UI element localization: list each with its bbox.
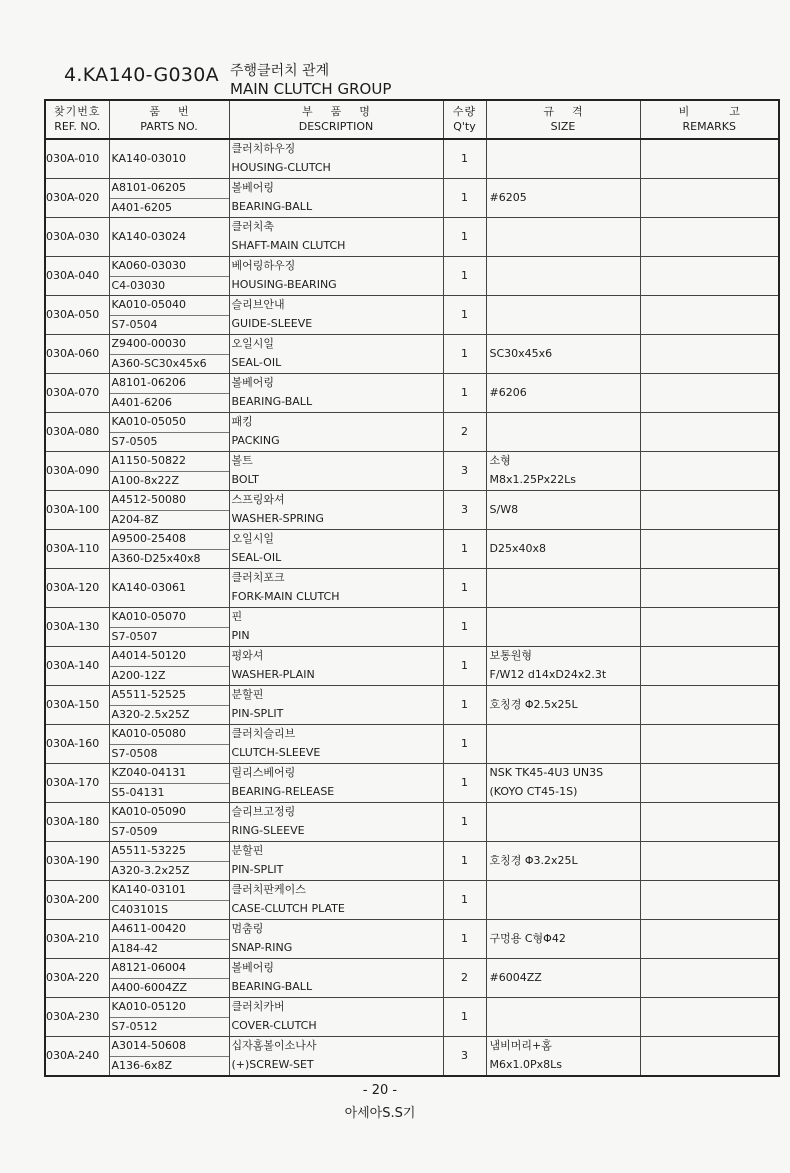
- qty-cell: 1: [443, 530, 486, 569]
- col-description: 부품명 DESCRIPTION: [229, 100, 443, 139]
- parts-no-cell: [109, 959, 229, 998]
- ref-no-cell: 030A-180: [45, 803, 109, 842]
- parts-no-secondary: A136-6x8Z: [111, 1058, 173, 1072]
- description-korean: 클러치판케이스: [231, 883, 306, 897]
- col-remarks: 비고 REMARKS: [640, 100, 779, 139]
- remarks-cell: [640, 218, 779, 257]
- parts-no-cell: [109, 218, 229, 257]
- qty-cell: 1: [443, 803, 486, 842]
- remarks-cell: [640, 530, 779, 569]
- parts-no-secondary: S7-0508: [111, 746, 158, 760]
- table-row: [45, 803, 779, 842]
- ref-no-cell: 030A-030: [45, 218, 109, 257]
- description-cell: [229, 647, 443, 686]
- company-name: 아세아S.S기: [344, 1106, 416, 1121]
- ref-no-cell: 030A-110: [45, 530, 109, 569]
- size-cell: [486, 296, 640, 335]
- qty-cell: 1: [443, 218, 486, 257]
- description-cell: [229, 530, 443, 569]
- size-line-1: #6004ZZ: [489, 970, 542, 984]
- parts-no-cell: [109, 139, 229, 179]
- remarks-cell: [640, 920, 779, 959]
- parts-no-secondary: S7-0505: [111, 434, 158, 448]
- description-korean: 클러치하우징: [231, 142, 296, 156]
- remarks-cell: [640, 413, 779, 452]
- size-cell: [486, 803, 640, 842]
- size-line-1: S/W8: [489, 502, 519, 516]
- remarks-cell: [640, 686, 779, 725]
- col-ref: 찾기번호 REF. NO.: [45, 100, 109, 139]
- description-korean: 볼베어링: [231, 181, 275, 195]
- description-korean: 스프링와셔: [231, 493, 285, 507]
- size-cell: [486, 335, 640, 374]
- size-line-1: 호칭경 Φ3.2x25L: [489, 853, 578, 867]
- description-english: WASHER-SPRING: [231, 512, 324, 526]
- ref-no-cell: 030A-080: [45, 413, 109, 452]
- remarks-cell: [640, 139, 779, 179]
- qty-cell: 3: [443, 452, 486, 491]
- ref-no-cell: 030A-090: [45, 452, 109, 491]
- description-korean: 슬리브안내: [231, 298, 285, 312]
- parts-no-secondary: A200-12Z: [111, 668, 166, 682]
- parts-no-cell: [109, 530, 229, 569]
- description-english: HOUSING-BEARING: [231, 278, 337, 292]
- group-title-korean: 주행클러치 관계: [230, 63, 330, 79]
- description-cell: [229, 959, 443, 998]
- remarks-cell: [640, 881, 779, 920]
- qty-cell: 1: [443, 647, 486, 686]
- parts-no-secondary: S7-0509: [111, 824, 158, 838]
- parts-no-secondary: A204-8Z: [111, 512, 159, 526]
- parts-no-primary: KA060-03030: [110, 257, 229, 277]
- parts-no-cell: [109, 413, 229, 452]
- ref-no-cell: 030A-220: [45, 959, 109, 998]
- table-row: [45, 179, 779, 218]
- ref-no-cell: 030A-170: [45, 764, 109, 803]
- size-line-1: 구멍용 C형Φ42: [489, 931, 566, 945]
- description-cell: [229, 686, 443, 725]
- qty-cell: 1: [443, 725, 486, 764]
- size-cell: [486, 881, 640, 920]
- size-cell: [486, 998, 640, 1037]
- description-english: PIN: [231, 629, 250, 643]
- table-row: [45, 920, 779, 959]
- parts-no-primary: A4014-50120: [110, 647, 229, 667]
- page-number: - 20 -: [362, 1083, 398, 1098]
- parts-no-cell: [109, 491, 229, 530]
- ref-no-cell: 030A-210: [45, 920, 109, 959]
- description-cell: [229, 764, 443, 803]
- qty-cell: 1: [443, 686, 486, 725]
- description-korean: 볼베어링: [231, 961, 275, 975]
- parts-no-secondary: C4-03030: [111, 278, 166, 292]
- parts-table: [44, 99, 780, 1077]
- size-cell: [486, 218, 640, 257]
- parts-no-primary: A4512-50080: [110, 491, 229, 511]
- parts-no-primary: A8121-06004: [110, 959, 229, 979]
- parts-no-primary: A8101-06205: [110, 179, 229, 199]
- ref-no-cell: 030A-050: [45, 296, 109, 335]
- remarks-cell: [640, 725, 779, 764]
- parts-no-primary: A9500-25408: [110, 530, 229, 550]
- description-cell: [229, 179, 443, 218]
- table-row: [45, 608, 779, 647]
- parts-no-cell: [109, 920, 229, 959]
- table-row: [45, 413, 779, 452]
- qty-cell: 1: [443, 374, 486, 413]
- size-cell: [486, 764, 640, 803]
- qty-cell: 1: [443, 139, 486, 179]
- description-korean: 오일시일: [231, 532, 275, 546]
- size-line-2: M8x1.25Px22Ls: [489, 473, 576, 487]
- size-cell: [486, 959, 640, 998]
- description-english: CASE-CLUTCH PLATE: [231, 902, 345, 916]
- parts-no-primary: KA010-05080: [110, 725, 229, 745]
- parts-no-cell: [109, 608, 229, 647]
- qty-cell: 3: [443, 491, 486, 530]
- parts-no-primary: KA140-03061: [111, 580, 187, 594]
- description-cell: [229, 803, 443, 842]
- description-english: BEARING-BALL: [231, 980, 313, 994]
- description-english: GUIDE-SLEEVE: [231, 317, 313, 331]
- table-row: [45, 725, 779, 764]
- remarks-cell: [640, 569, 779, 608]
- table-row: [45, 1037, 779, 1077]
- table-row: [45, 764, 779, 803]
- remarks-cell: [640, 179, 779, 218]
- size-line-1: 호칭경 Φ2.5x25L: [489, 697, 578, 711]
- description-cell: [229, 413, 443, 452]
- ref-no-cell: 030A-020: [45, 179, 109, 218]
- table-row: [45, 296, 779, 335]
- description-korean: 평와셔: [231, 649, 264, 663]
- description-cell: [229, 139, 443, 179]
- parts-no-cell: [109, 686, 229, 725]
- parts-no-cell: [109, 725, 229, 764]
- parts-no-cell: [109, 179, 229, 218]
- ref-no-cell: 030A-200: [45, 881, 109, 920]
- size-cell: [486, 491, 640, 530]
- description-korean: 릴리스베어링: [231, 766, 296, 780]
- size-line-1: 소형: [489, 454, 511, 468]
- remarks-cell: [640, 452, 779, 491]
- parts-no-secondary: A320-2.5x25Z: [111, 707, 190, 721]
- description-korean: 패킹: [231, 415, 253, 429]
- qty-cell: 2: [443, 413, 486, 452]
- description-english: BEARING-BALL: [231, 395, 313, 409]
- qty-cell: 1: [443, 881, 486, 920]
- ref-no-cell: 030A-010: [45, 139, 109, 179]
- parts-no-cell: [109, 764, 229, 803]
- size-line-1: SC30x45x6: [489, 346, 553, 360]
- qty-cell: 1: [443, 920, 486, 959]
- remarks-cell: [640, 842, 779, 881]
- description-cell: [229, 608, 443, 647]
- size-cell: [486, 452, 640, 491]
- description-english: PIN-SPLIT: [231, 707, 284, 721]
- description-cell: [229, 998, 443, 1037]
- parts-no-cell: [109, 335, 229, 374]
- description-korean: 분할핀: [231, 688, 264, 702]
- description-cell: [229, 842, 443, 881]
- section-code: 4.KA140-G030A: [64, 64, 219, 86]
- table-row: [45, 139, 779, 179]
- description-cell: [229, 452, 443, 491]
- parts-no-secondary: S7-0504: [111, 317, 158, 331]
- size-cell: [486, 569, 640, 608]
- description-korean: 볼트: [231, 454, 253, 468]
- parts-no-secondary: A184-42: [111, 941, 158, 955]
- size-line-1: NSK TK45-4U3 UN3S: [489, 766, 604, 780]
- description-korean: 십자홈볼이소나사: [231, 1039, 317, 1053]
- parts-no-cell: [109, 881, 229, 920]
- parts-no-primary: KA140-03010: [111, 151, 187, 165]
- description-cell: [229, 335, 443, 374]
- parts-no-primary: A4611-00420: [110, 920, 229, 940]
- qty-cell: 1: [443, 296, 486, 335]
- size-cell: [486, 647, 640, 686]
- parts-no-cell: [109, 452, 229, 491]
- table-row: [45, 452, 779, 491]
- remarks-cell: [640, 257, 779, 296]
- qty-cell: 1: [443, 569, 486, 608]
- qty-cell: 3: [443, 1037, 486, 1077]
- parts-no-secondary: S5-04131: [111, 785, 165, 799]
- table-row: [45, 842, 779, 881]
- parts-no-primary: Z9400-00030: [110, 335, 229, 355]
- table-row: [45, 530, 779, 569]
- size-line-1: 냄비머리+홈: [489, 1039, 552, 1053]
- remarks-cell: [640, 608, 779, 647]
- parts-no-primary: A5511-52525: [110, 686, 229, 706]
- description-english: COVER-CLUTCH: [231, 1019, 317, 1033]
- description-cell: [229, 569, 443, 608]
- qty-cell: 1: [443, 764, 486, 803]
- parts-no-primary: KZ040-04131: [110, 764, 229, 784]
- description-korean: 클러치포크: [231, 571, 285, 585]
- remarks-cell: [640, 803, 779, 842]
- parts-no-primary: KA010-05120: [110, 998, 229, 1018]
- parts-no-secondary: A100-8x22Z: [111, 473, 180, 487]
- table-row: [45, 491, 779, 530]
- parts-no-primary: KA010-05070: [110, 608, 229, 628]
- parts-no-secondary: A400-6004ZZ: [111, 980, 188, 994]
- table-row: [45, 881, 779, 920]
- remarks-cell: [640, 335, 779, 374]
- description-english: SHAFT-MAIN CLUTCH: [231, 239, 346, 253]
- description-english: CLUTCH-SLEEVE: [231, 746, 321, 760]
- table-row: [45, 335, 779, 374]
- description-english: BEARING-RELEASE: [231, 785, 335, 799]
- ref-no-cell: 030A-120: [45, 569, 109, 608]
- parts-no-cell: [109, 296, 229, 335]
- size-cell: [486, 257, 640, 296]
- description-korean: 멈춤링: [231, 922, 264, 936]
- table-row: [45, 257, 779, 296]
- size-line-1: #6205: [489, 190, 527, 204]
- ref-no-cell: 030A-100: [45, 491, 109, 530]
- parts-no-primary: A5511-53225: [110, 842, 229, 862]
- ref-no-cell: 030A-160: [45, 725, 109, 764]
- qty-cell: 1: [443, 257, 486, 296]
- parts-no-primary: KA140-03024: [111, 229, 187, 243]
- description-english: WASHER-PLAIN: [231, 668, 315, 682]
- size-cell: [486, 1037, 640, 1077]
- qty-cell: 2: [443, 959, 486, 998]
- qty-cell: 1: [443, 608, 486, 647]
- description-cell: [229, 1037, 443, 1077]
- parts-no-primary: A8101-06206: [110, 374, 229, 394]
- description-cell: [229, 257, 443, 296]
- table-row: [45, 647, 779, 686]
- remarks-cell: [640, 764, 779, 803]
- ref-no-cell: 030A-070: [45, 374, 109, 413]
- description-korean: 클러치축: [231, 220, 275, 234]
- parts-no-cell: [109, 374, 229, 413]
- description-korean: 클러치슬리브: [231, 727, 296, 741]
- description-english: SNAP-RING: [231, 941, 293, 955]
- parts-no-secondary: A360-D25x40x8: [111, 551, 201, 565]
- description-english: HOUSING-CLUTCH: [231, 161, 331, 175]
- size-cell: [486, 139, 640, 179]
- qty-cell: 1: [443, 335, 486, 374]
- description-cell: [229, 725, 443, 764]
- remarks-cell: [640, 998, 779, 1037]
- size-cell: [486, 608, 640, 647]
- size-cell: [486, 686, 640, 725]
- table-header-row: [45, 100, 779, 139]
- table-row: [45, 218, 779, 257]
- ref-no-cell: 030A-130: [45, 608, 109, 647]
- parts-no-secondary: A320-3.2x25Z: [111, 863, 190, 877]
- parts-no-primary: A3014-50608: [110, 1037, 229, 1057]
- description-korean: 슬리브고정링: [231, 805, 296, 819]
- size-cell: [486, 530, 640, 569]
- ref-no-cell: 030A-230: [45, 998, 109, 1037]
- size-line-2: F/W12 d14xD24x2.3t: [489, 668, 607, 682]
- qty-cell: 1: [443, 842, 486, 881]
- description-korean: 분할핀: [231, 844, 264, 858]
- size-line-2: M6x1.0Px8Ls: [489, 1058, 562, 1072]
- size-cell: [486, 842, 640, 881]
- size-line-1: D25x40x8: [489, 541, 546, 555]
- description-english: (+)SCREW-SET: [231, 1058, 314, 1072]
- table-row: [45, 374, 779, 413]
- description-cell: [229, 920, 443, 959]
- parts-no-primary: KA010-05090: [110, 803, 229, 823]
- ref-no-cell: 030A-040: [45, 257, 109, 296]
- parts-no-cell: [109, 842, 229, 881]
- table-row: [45, 959, 779, 998]
- ref-no-cell: 030A-140: [45, 647, 109, 686]
- qty-cell: 1: [443, 179, 486, 218]
- remarks-cell: [640, 959, 779, 998]
- remarks-cell: [640, 1037, 779, 1077]
- size-line-2: (KOYO CT45-1S): [489, 785, 578, 799]
- description-english: BOLT: [231, 473, 259, 487]
- parts-no-secondary: C403101S: [111, 902, 169, 916]
- parts-no-secondary: A360-SC30x45x6: [111, 356, 207, 370]
- ref-no-cell: 030A-240: [45, 1037, 109, 1077]
- description-korean: 볼베어링: [231, 376, 275, 390]
- description-cell: [229, 491, 443, 530]
- table-row: [45, 686, 779, 725]
- description-cell: [229, 218, 443, 257]
- size-cell: [486, 725, 640, 764]
- group-title-english: MAIN CLUTCH GROUP: [230, 80, 392, 98]
- description-korean: 베어링하우징: [231, 259, 296, 273]
- size-cell: [486, 413, 640, 452]
- description-english: BEARING-BALL: [231, 200, 313, 214]
- size-line-1: #6206: [489, 385, 527, 399]
- col-qty: 수량 Q'ty: [443, 100, 486, 139]
- parts-no-secondary: S7-0507: [111, 629, 158, 643]
- ref-no-cell: 030A-190: [45, 842, 109, 881]
- description-english: SEAL-OIL: [231, 356, 282, 370]
- description-english: PACKING: [231, 434, 280, 448]
- remarks-cell: [640, 296, 779, 335]
- col-size: 규격 SIZE: [486, 100, 640, 139]
- size-cell: [486, 374, 640, 413]
- size-line-1: 보통원형: [489, 649, 533, 663]
- parts-no-secondary: A401-6206: [111, 395, 172, 409]
- description-english: RING-SLEEVE: [231, 824, 305, 838]
- parts-no-cell: [109, 998, 229, 1037]
- description-english: PIN-SPLIT: [231, 863, 284, 877]
- parts-no-cell: [109, 803, 229, 842]
- parts-no-primary: A1150-50822: [110, 452, 229, 472]
- parts-no-primary: KA010-05050: [110, 413, 229, 433]
- remarks-cell: [640, 374, 779, 413]
- table-row: [45, 998, 779, 1037]
- qty-cell: 1: [443, 998, 486, 1037]
- remarks-cell: [640, 647, 779, 686]
- parts-no-primary: KA140-03101: [110, 881, 229, 901]
- description-korean: 오일시일: [231, 337, 275, 351]
- parts-no-cell: [109, 647, 229, 686]
- parts-no-secondary: S7-0512: [111, 1019, 158, 1033]
- parts-no-secondary: A401-6205: [111, 200, 172, 214]
- description-english: SEAL-OIL: [231, 551, 282, 565]
- parts-no-primary: KA010-05040: [110, 296, 229, 316]
- size-cell: [486, 179, 640, 218]
- parts-no-cell: [109, 257, 229, 296]
- ref-no-cell: 030A-150: [45, 686, 109, 725]
- description-english: FORK-MAIN CLUTCH: [231, 590, 340, 604]
- col-parts-no: 품번 PARTS NO.: [109, 100, 229, 139]
- description-cell: [229, 296, 443, 335]
- description-cell: [229, 374, 443, 413]
- description-cell: [229, 881, 443, 920]
- table-row: [45, 569, 779, 608]
- size-cell: [486, 920, 640, 959]
- ref-no-cell: 030A-060: [45, 335, 109, 374]
- description-korean: 클러치카버: [231, 1000, 285, 1014]
- remarks-cell: [640, 491, 779, 530]
- parts-no-cell: [109, 569, 229, 608]
- parts-no-cell: [109, 1037, 229, 1077]
- description-korean: 핀: [231, 610, 243, 624]
